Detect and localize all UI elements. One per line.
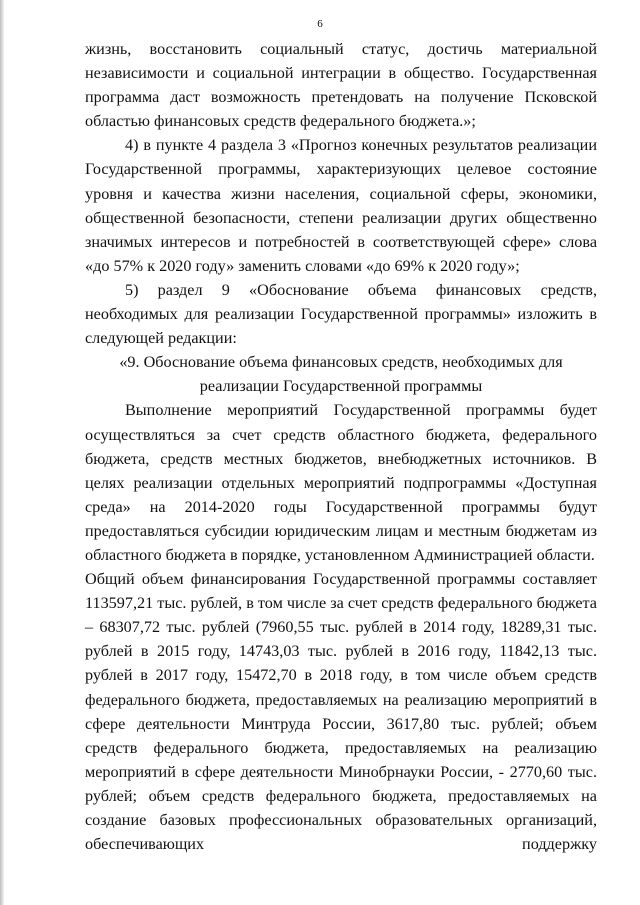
paragraph-item-5: 5) раздел 9 «Обоснование объема финансовых средств, необходимых для реализации Государственной программы» изложить в следующей редакции: <box>85 280 597 348</box>
paragraph-execution: Выполнение мероприятий Государственной программы будет осуществляться за счет средств областного бюджета, федерального бюджета, средств местных бюджетов, внебюджетных источников. В целях реализации отдельных мероприятий подпрограммы «Доступная среда» на 2014-2020 годы Государственной программы будут предоставляться субсидии юридическим лицам и местным бюджетам из областного бюджета в порядке, установленном Администрацией области. <box>85 401 597 564</box>
paragraph-item-4: 4) в пункте 4 раздела 3 «Прогноз конечных результатов реализации Государственной программы, характеризующих целевое состояние уровня и качества жизни населения, социальной сферы, экономики, общественной безопасности, степени реализации других общественно значимых интересов и потребностей в соответствующей сфере» слова «до 57% к 2020 году» заменить словами «до 69% к 2020 году»; <box>85 136 597 275</box>
paragraph-continuation: жизнь, восстановить социальный статус, достичь материальной независимости и социальной интеграции в общество. Государственная программа даст возможность претендовать на получение Псковской областью финансовых средств федерального бюджета.»; <box>85 40 597 131</box>
document-body <box>85 37 597 856</box>
section-heading-line-2: реализации Государственной программы <box>199 377 483 396</box>
paragraph-financing: Общий объем финансирования Государственной программы составляет 113597,21 тыс. рублей, в том числе за счет средств федерального бюджета – 68307,72 тыс. рублей (7960,55 тыс. рублей в 2014 году, 18289,31 тыс. рублей в 2015 году, 14743,03 тыс. рублей в 2016 году, 11842,13 тыс. рублей в 2017 году, 15472,70 в 2018 году, в том числе объем средств федерального бюджета, предоставляемых на реализацию мероприятий в сфере деятельности Минтруда России, 3617,80 тыс. рублей; объем средств федерального бюджета, предоставляемых на реализацию мероприятий в сфере деятельности Минобрнауки России, - 2770,60 тыс. рублей; объем средств федерального бюджета, предоставляемых на создание базовых профессиональных образовательных организаций, обеспечивающих поддержку <box>85 570 597 854</box>
section-heading-line-1: «9. Обоснование объема финансовых средств, необходимых для <box>119 353 563 372</box>
page-number: 6 <box>317 18 323 30</box>
scan-edge-shadow <box>0 0 4 905</box>
